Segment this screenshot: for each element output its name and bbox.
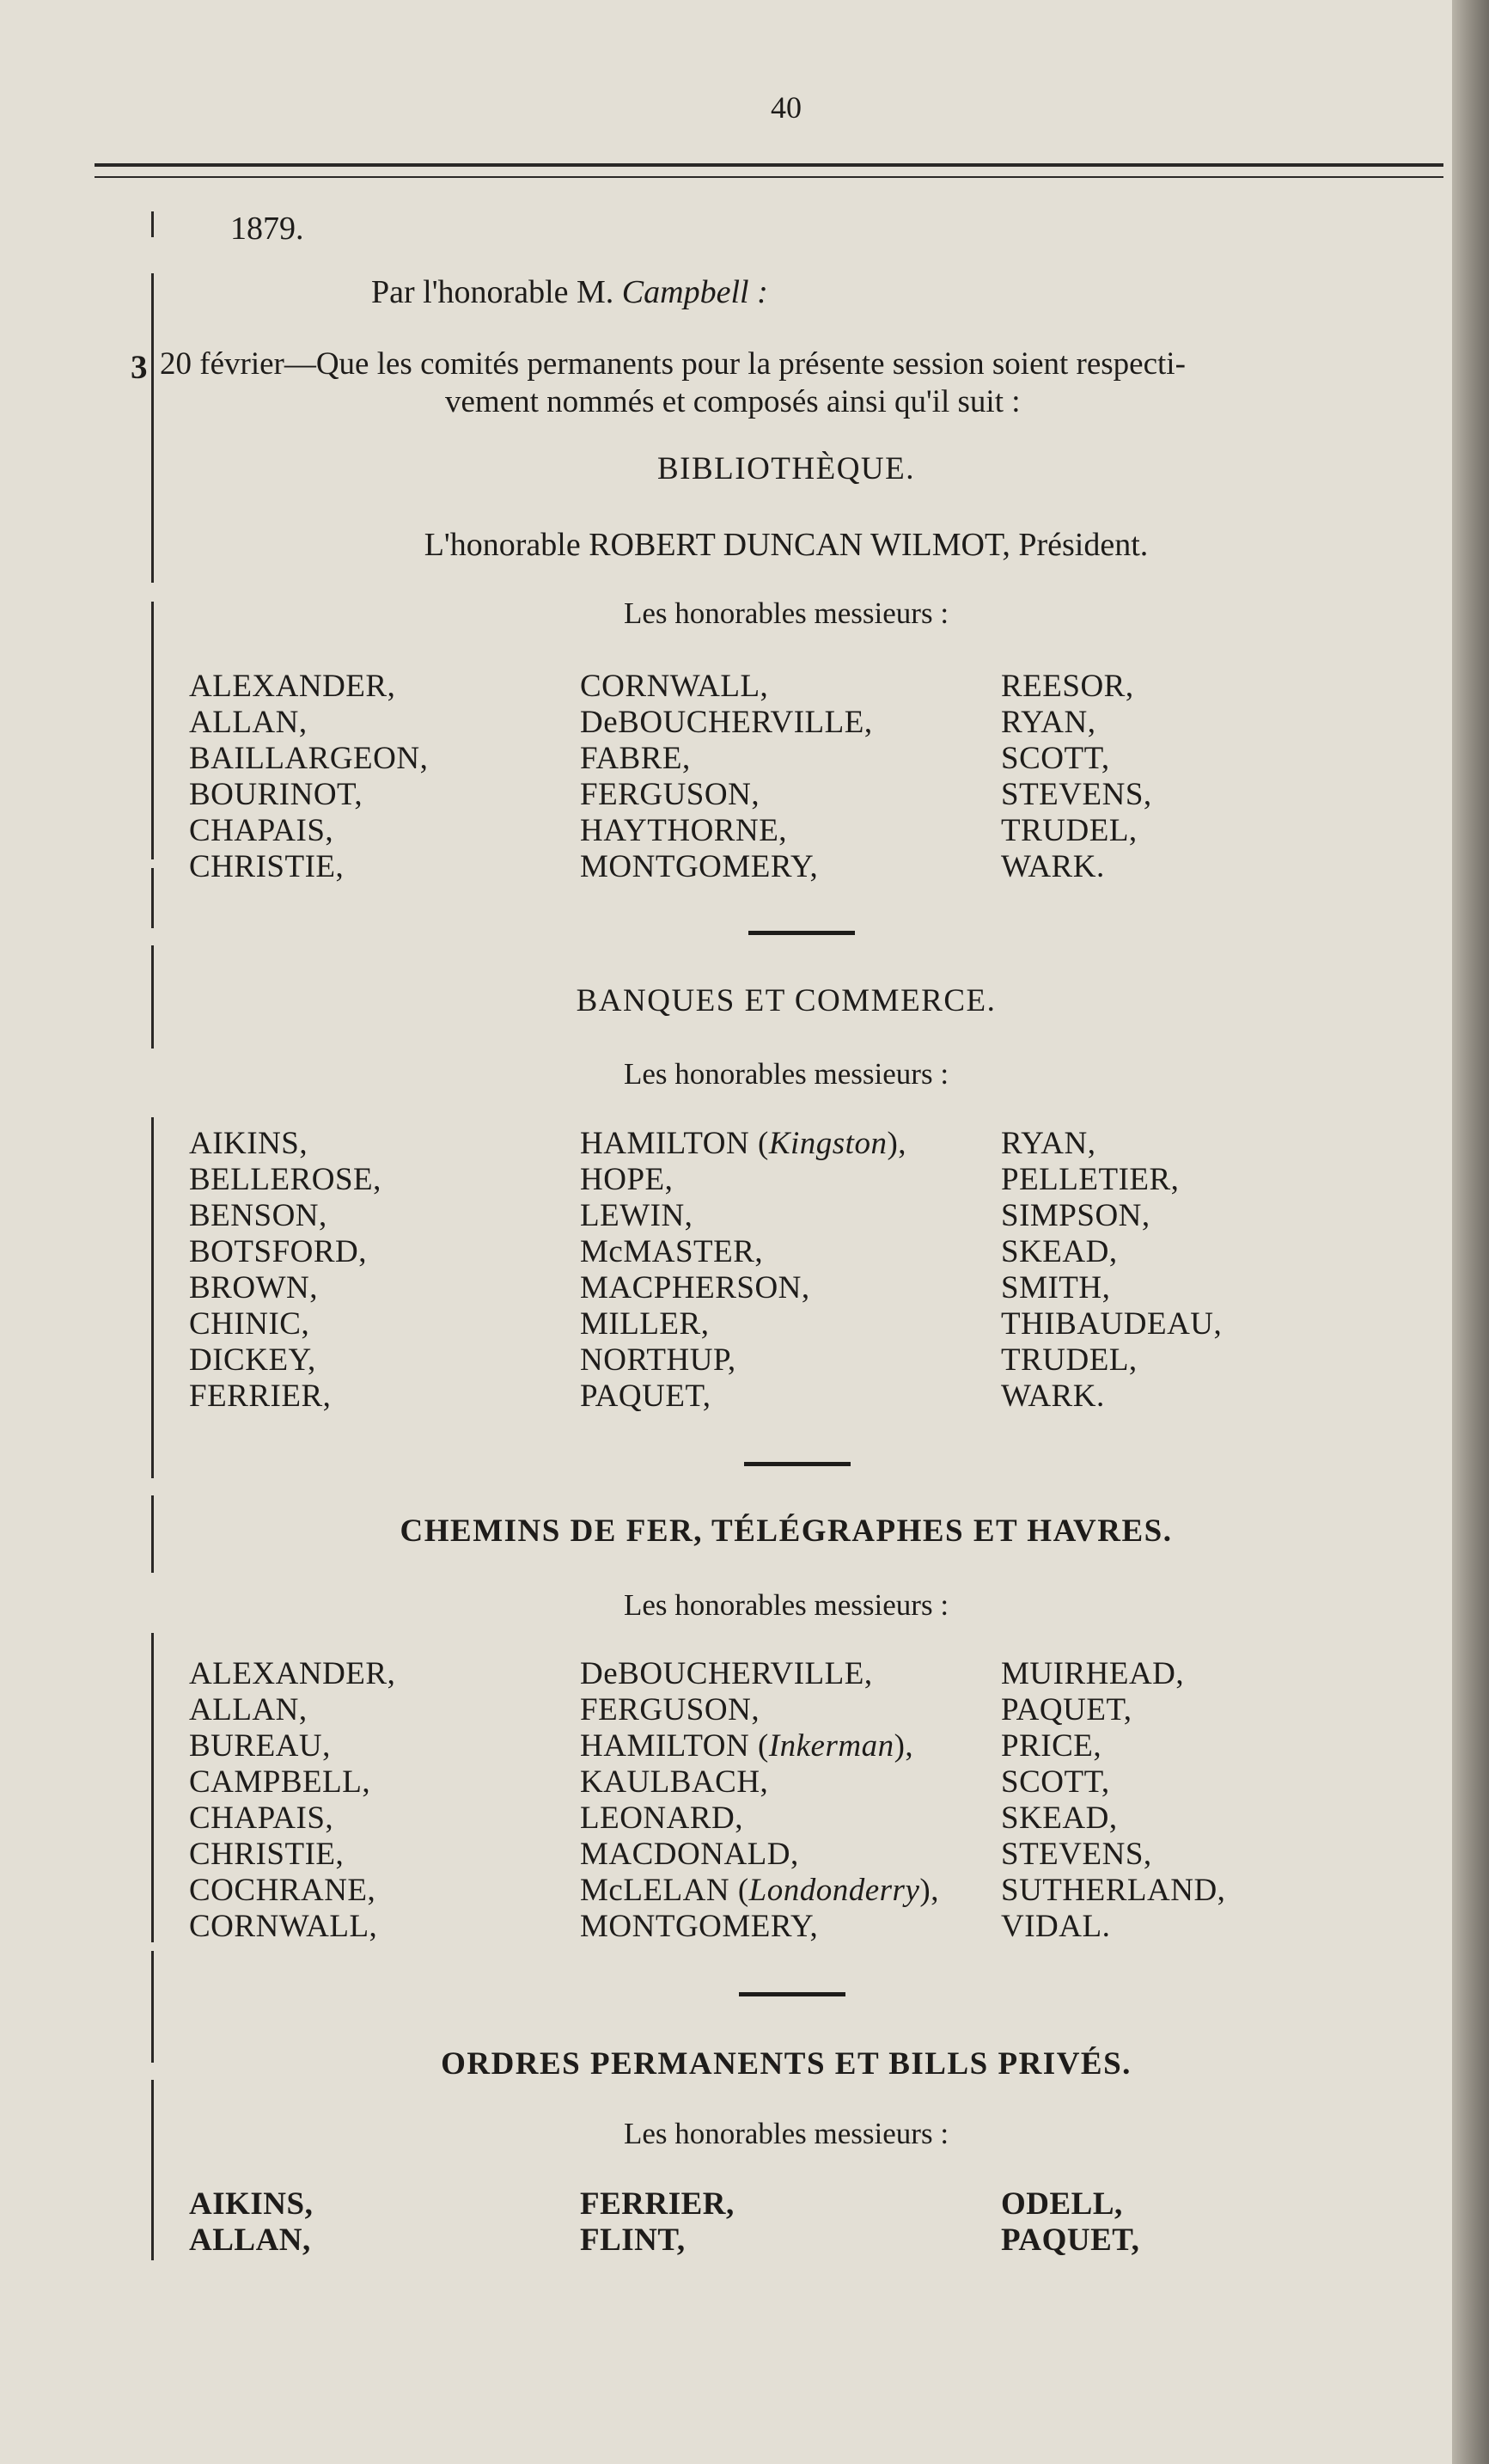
member-name: MACDONALD, [580, 1837, 799, 1872]
member-name: ALEXANDER, [189, 669, 396, 704]
member-name: MUIRHEAD, [1001, 1656, 1185, 1691]
member-name: CHINIC, [189, 1306, 310, 1342]
member-row [189, 1342, 1349, 1379]
member-name: MONTGOMERY, [580, 849, 819, 884]
members-label: Les honorables messieurs : [623, 596, 949, 630]
member-name: HAMILTON (Inkerman), [580, 1728, 914, 1764]
member-name: SMITH, [1001, 1270, 1111, 1305]
member-name: CAMPBELL, [189, 1764, 371, 1800]
member-name: DeBOUCHERVILLE, [580, 1656, 873, 1691]
member-name: WARK. [1001, 1379, 1105, 1414]
member-row [189, 1379, 1349, 1415]
members-label: Les honorables messieurs : [623, 1588, 949, 1622]
member-row [189, 1873, 1349, 1909]
member-name: ALEXANDER, [189, 1656, 396, 1691]
motion-text [160, 345, 1449, 421]
mover-name: Campbell : [621, 274, 768, 310]
committee-title: BANQUES ET COMMERCE. [576, 983, 997, 1018]
member-name: SIMPSON, [1001, 1198, 1150, 1233]
margin-rule [151, 2080, 154, 2260]
member-name: REESOR, [1001, 669, 1134, 704]
member-row [189, 669, 1349, 705]
margin-rule [151, 868, 154, 928]
member-row [189, 1728, 1349, 1764]
member-name: COCHRANE, [189, 1873, 376, 1908]
member-row [189, 2186, 1349, 2222]
member-name: STEVENS, [1001, 777, 1152, 812]
member-row [189, 1306, 1349, 1342]
member-name: BOURINOT, [189, 777, 363, 812]
member-name: PAQUET, [1001, 2222, 1140, 2258]
member-name: PRICE, [1001, 1728, 1102, 1764]
member-name: PAQUET, [1001, 1692, 1132, 1727]
member-row [189, 1837, 1349, 1873]
member-row [189, 1801, 1349, 1837]
member-name: CORNWALL, [189, 1909, 378, 1944]
mover-line [371, 273, 768, 311]
member-name: AIKINS, [189, 2186, 314, 2222]
member-name: BOTSFORD, [189, 1234, 368, 1269]
member-name: THIBAUDEAU, [1001, 1306, 1223, 1342]
member-row [189, 1234, 1349, 1270]
member-name: LEWIN, [580, 1198, 693, 1233]
member-name: SKEAD, [1001, 1801, 1118, 1836]
committee-title: CHEMINS DE FER, TÉLÉGRAPHES ET HAVRES. [400, 1513, 1173, 1549]
member-name: BUREAU, [189, 1728, 331, 1764]
member-name: BENSON, [189, 1198, 327, 1233]
member-name: ALLAN, [189, 1692, 308, 1727]
member-name: CHAPAIS, [189, 1801, 334, 1836]
member-row [189, 1126, 1349, 1162]
member-row [189, 705, 1349, 741]
member-row [189, 1270, 1349, 1306]
section-separator [748, 931, 855, 935]
mover-prefix: Par l'honorable M. [371, 274, 614, 310]
member-row [189, 1692, 1349, 1728]
member-name: BROWN, [189, 1270, 318, 1305]
member-name: MILLER, [580, 1306, 710, 1342]
member-name: SKEAD, [1001, 1234, 1118, 1269]
member-row [189, 777, 1349, 813]
member-name: DeBOUCHERVILLE, [580, 705, 873, 740]
motion-line-1: 20 février—Que les comités permanents pour la présente session soient respecti- [160, 346, 1186, 382]
member-name: RYAN, [1001, 705, 1096, 740]
member-name: STEVENS, [1001, 1837, 1152, 1872]
member-name: PAQUET, [580, 1379, 711, 1414]
member-name: HAYTHORNE, [580, 813, 788, 848]
page-number: 40 [771, 90, 802, 125]
member-name: PELLETIER, [1001, 1162, 1180, 1197]
member-list [189, 1126, 1349, 1415]
member-name: AIKINS, [189, 1126, 308, 1161]
member-name: ALLAN, [189, 2222, 311, 2258]
members-label: Les honorables messieurs : [623, 1057, 949, 1091]
member-name: TRUDEL, [1001, 813, 1138, 848]
member-name: SUTHERLAND, [1001, 1873, 1226, 1908]
member-row [189, 1198, 1349, 1234]
member-name: FERGUSON, [580, 1692, 760, 1727]
committee-title: ORDRES PERMANENTS ET BILLS PRIVÉS. [441, 2046, 1132, 2082]
margin-number: 3 [131, 349, 148, 386]
member-name: HAMILTON (Kingston), [580, 1126, 907, 1161]
member-name: ALLAN, [189, 705, 308, 740]
member-name: BAILLARGEON, [189, 741, 429, 776]
member-list [189, 2186, 1349, 2259]
member-name: CORNWALL, [580, 669, 769, 704]
book-spine [1452, 0, 1489, 2464]
member-name: MONTGOMERY, [580, 1909, 819, 1944]
margin-rule [151, 1633, 154, 1942]
member-row [189, 2222, 1349, 2259]
motion-line-2: vement nommés et composés ainsi qu'il suit : [445, 384, 1021, 419]
member-row [189, 741, 1349, 777]
member-name: FERRIER, [189, 1379, 332, 1414]
member-name: RYAN, [1001, 1126, 1096, 1161]
member-name: WARK. [1001, 849, 1105, 884]
member-name: SCOTT, [1001, 1764, 1110, 1800]
member-name: KAULBACH, [580, 1764, 769, 1800]
member-row [189, 1656, 1349, 1692]
member-name: FLINT, [580, 2222, 686, 2258]
margin-rule [151, 211, 154, 237]
member-name: TRUDEL, [1001, 1342, 1138, 1378]
member-name: LEONARD, [580, 1801, 744, 1836]
member-name: DICKEY, [189, 1342, 316, 1378]
member-name: FERRIER, [580, 2186, 735, 2222]
committee-president: L'honorable ROBERT DUNCAN WILMOT, Président. [424, 527, 1149, 563]
year: 1879. [230, 211, 304, 247]
margin-rule [151, 602, 154, 859]
section-separator [744, 1462, 851, 1466]
member-name: HOPE, [580, 1162, 674, 1197]
member-name: FABRE, [580, 741, 691, 776]
member-name: ODELL, [1001, 2186, 1123, 2222]
member-name: SCOTT, [1001, 741, 1110, 776]
member-name: CHRISTIE, [189, 1837, 345, 1872]
member-name: McMASTER, [580, 1234, 764, 1269]
member-name: FERGUSON, [580, 777, 760, 812]
committee-title: BIBLIOTHÈQUE. [656, 451, 916, 486]
member-row [189, 1162, 1349, 1198]
member-row [189, 813, 1349, 849]
header-double-rule [95, 163, 1443, 178]
member-name: MACPHERSON, [580, 1270, 810, 1305]
member-row [189, 1909, 1349, 1945]
member-name: NORTHUP, [580, 1342, 736, 1378]
member-row [189, 1764, 1349, 1801]
margin-rule [151, 1117, 154, 1478]
section-separator [739, 1992, 845, 1996]
member-name: BELLEROSE, [189, 1162, 381, 1197]
member-name: CHAPAIS, [189, 813, 334, 848]
members-label: Les honorables messieurs : [623, 2117, 949, 2150]
member-name: McLELAN (Londonderry), [580, 1873, 939, 1908]
member-list [189, 669, 1349, 885]
member-list [189, 1656, 1349, 1945]
member-row [189, 849, 1349, 885]
member-name: CHRISTIE, [189, 849, 345, 884]
member-name: VIDAL. [1001, 1909, 1111, 1944]
